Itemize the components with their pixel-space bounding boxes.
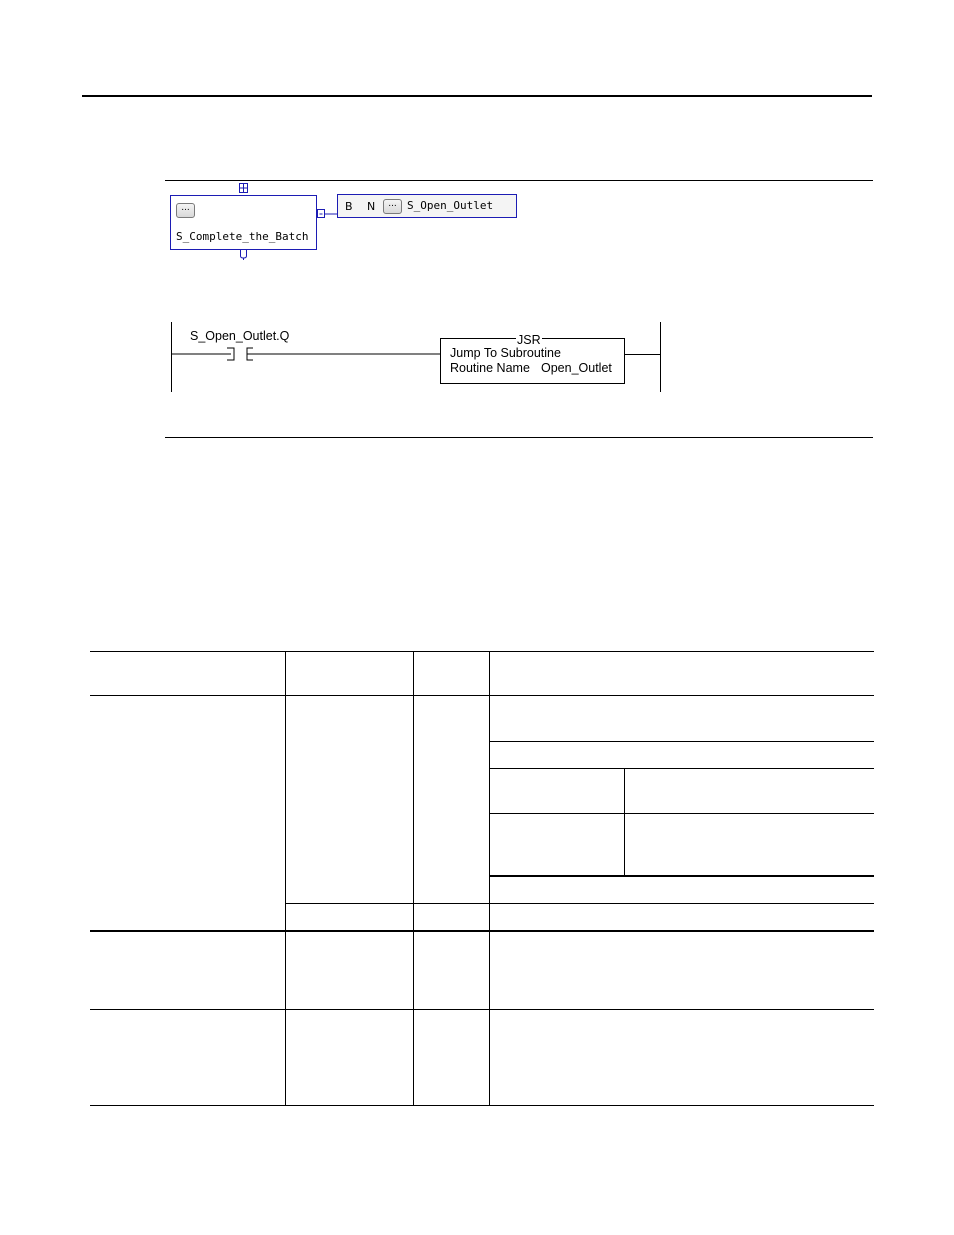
figure-bottom-rule — [165, 437, 873, 438]
table-row1-sub1-rule — [489, 741, 874, 742]
table-row3-top-rule — [90, 1009, 874, 1010]
jsr-title-gap — [516, 331, 542, 345]
table-top-rule — [90, 651, 874, 652]
step-name: S_Complete_the_Batch — [176, 230, 309, 243]
output-wire — [624, 354, 660, 355]
contact-tag-label: S_Open_Outlet.Q — [190, 329, 290, 343]
jsr-param-value[interactable]: Open_Outlet — [541, 361, 612, 375]
table-subcol-rule — [624, 768, 625, 875]
action-link-connector — [315, 205, 339, 223]
jsr-title: JSR — [517, 333, 541, 347]
table-row2-top-rule — [90, 930, 874, 932]
step-ellipsis-button[interactable]: ... — [176, 203, 195, 218]
action-b-indicator: B — [345, 200, 353, 213]
sfc-action-box[interactable] — [337, 194, 517, 218]
jsr-description: Jump To Subroutine — [450, 346, 561, 360]
step-top-connector — [238, 182, 250, 196]
table-bottom-rule — [90, 1105, 874, 1106]
action-ellipsis-button[interactable]: ... — [383, 199, 402, 214]
table-row1-sub4-rule — [489, 875, 874, 877]
table-header-bottom-rule — [90, 695, 874, 696]
action-qualifier[interactable]: N — [367, 200, 376, 213]
table-col3-rule — [489, 651, 490, 1105]
table-row1-sub2-rule — [489, 768, 874, 769]
jsr-param-label: Routine Name — [450, 361, 530, 375]
figure-top-rule — [165, 180, 873, 181]
xic-contact[interactable] — [171, 340, 441, 366]
right-power-rail — [660, 322, 661, 392]
table-col2-rule — [413, 651, 414, 1105]
sfc-step-box[interactable] — [170, 195, 317, 250]
action-name: S_Open_Outlet — [407, 199, 494, 212]
page-header-rule — [82, 95, 872, 97]
jsr-instruction-box[interactable] — [440, 333, 625, 384]
step-bottom-connector — [238, 249, 250, 261]
table-col1-rule — [285, 651, 286, 1105]
table-row1-sub5-rule — [285, 903, 874, 904]
table-row1-sub3-rule — [489, 813, 874, 814]
